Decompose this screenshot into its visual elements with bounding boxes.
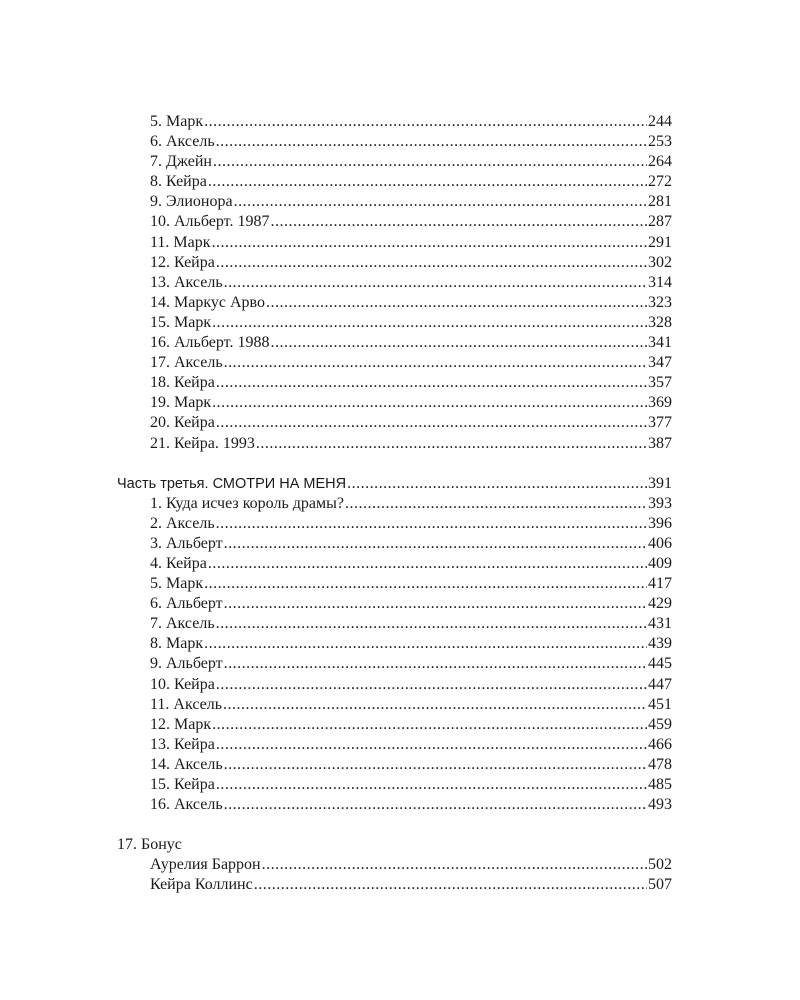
toc-entry-title: 10. Альберт. 1987 bbox=[150, 213, 270, 231]
toc-page-number: 347 bbox=[648, 354, 672, 372]
toc-page-number: 272 bbox=[648, 173, 672, 191]
toc-entry-title: 8. Марк bbox=[150, 635, 204, 653]
toc-dot-leader bbox=[212, 393, 647, 413]
toc-dot-leader bbox=[216, 614, 647, 634]
toc-dot-leader bbox=[216, 373, 647, 393]
toc-entry[interactable] bbox=[117, 594, 672, 614]
toc-page-number: 459 bbox=[648, 715, 672, 733]
toc-dot-leader bbox=[212, 233, 647, 253]
toc-entry-title: 10. Кейра bbox=[150, 675, 215, 693]
toc-entry-title: 15. Кейра bbox=[150, 776, 215, 793]
toc-dot-leader bbox=[216, 253, 647, 273]
section-spacer bbox=[117, 454, 672, 474]
toc-entry[interactable] bbox=[117, 373, 672, 393]
toc-entry-title: 14. Маркус Арво bbox=[150, 293, 265, 311]
toc-entry[interactable] bbox=[117, 875, 672, 895]
toc-page-number: 478 bbox=[648, 755, 672, 773]
toc-page-number: 409 bbox=[648, 554, 672, 572]
toc-entry-title: 19. Марк bbox=[150, 394, 212, 412]
toc-page-number: 244 bbox=[648, 113, 672, 130]
toc-entry-title: 5. Марк bbox=[150, 113, 204, 130]
toc-dot-leader bbox=[224, 594, 647, 614]
toc-dot-leader bbox=[204, 574, 647, 594]
toc-page-number: 302 bbox=[648, 253, 672, 271]
toc-part-three[interactable] bbox=[117, 474, 672, 494]
toc-entry[interactable] bbox=[117, 695, 672, 715]
toc-page-number: 429 bbox=[648, 595, 672, 613]
toc-entry[interactable] bbox=[117, 152, 672, 172]
toc-entry[interactable] bbox=[117, 233, 672, 253]
toc-dot-leader bbox=[212, 313, 647, 333]
toc-entry[interactable] bbox=[117, 333, 672, 353]
toc-section-a bbox=[117, 112, 672, 454]
toc-entry[interactable] bbox=[117, 413, 672, 433]
toc-dot-leader bbox=[216, 675, 647, 695]
toc-dot-leader bbox=[254, 875, 647, 895]
toc-entry-title: 12. Марк bbox=[150, 715, 212, 733]
toc-page-number: 387 bbox=[648, 434, 672, 452]
toc-entry-title: 3. Альберт bbox=[150, 534, 223, 552]
toc-page-number: 393 bbox=[648, 494, 672, 512]
toc-entry[interactable] bbox=[117, 212, 672, 232]
toc-dot-leader bbox=[204, 112, 647, 132]
toc-entry[interactable] bbox=[117, 614, 672, 634]
toc-dot-leader bbox=[224, 534, 647, 554]
toc-entry-title: 13. Аксель bbox=[150, 273, 223, 291]
toc-dot-leader bbox=[347, 474, 647, 494]
toc-dot-leader bbox=[224, 755, 647, 775]
toc-entry-title: 12. Кейра bbox=[150, 253, 215, 271]
toc-entry-title: Аурелия Баррон bbox=[150, 856, 261, 874]
toc-dot-leader bbox=[223, 695, 647, 715]
toc-entry[interactable] bbox=[117, 253, 672, 273]
toc-entry[interactable] bbox=[117, 112, 672, 132]
toc-dot-leader bbox=[345, 494, 647, 514]
toc-page-number: 417 bbox=[648, 575, 672, 593]
toc-dot-leader bbox=[224, 795, 647, 815]
toc-page-number: 323 bbox=[648, 293, 672, 311]
toc-entry-title: 2. Аксель bbox=[150, 514, 215, 532]
toc-entry-title: 9. Альберт bbox=[150, 655, 223, 673]
toc-page-number: 281 bbox=[648, 193, 672, 211]
toc-dot-leader bbox=[270, 212, 647, 232]
toc-entry[interactable] bbox=[117, 192, 672, 212]
toc-page-number: 377 bbox=[648, 414, 672, 432]
toc-entry-title: 5. Марк bbox=[150, 575, 204, 593]
toc-page-number: 431 bbox=[648, 615, 672, 633]
toc-page-number: 328 bbox=[648, 313, 672, 331]
toc-entry[interactable] bbox=[117, 574, 672, 594]
toc-page-number: 439 bbox=[648, 635, 672, 653]
toc-dot-leader bbox=[216, 735, 647, 755]
toc-page-number: 253 bbox=[648, 133, 672, 151]
toc-page-number: 314 bbox=[648, 273, 672, 291]
toc-entry-title: 18. Кейра bbox=[150, 374, 215, 392]
toc-entry[interactable] bbox=[117, 855, 672, 875]
toc-entry[interactable] bbox=[117, 313, 672, 333]
toc-entry[interactable] bbox=[117, 132, 672, 152]
toc-dot-leader bbox=[270, 333, 647, 353]
toc-dot-leader bbox=[224, 353, 647, 373]
toc-dot-leader bbox=[204, 634, 647, 654]
toc-dot-leader bbox=[213, 152, 647, 172]
toc-dot-leader bbox=[216, 514, 647, 534]
toc-entry[interactable] bbox=[117, 172, 672, 192]
toc-entry[interactable] bbox=[117, 494, 672, 514]
toc-entry[interactable] bbox=[117, 293, 672, 313]
toc-entry[interactable] bbox=[117, 675, 672, 695]
toc-entry[interactable] bbox=[117, 654, 672, 674]
toc-page-number: 396 bbox=[648, 514, 672, 532]
toc-page-number: 369 bbox=[648, 394, 672, 412]
toc-entry[interactable] bbox=[117, 554, 672, 574]
toc-page-number: 451 bbox=[648, 695, 672, 713]
toc-section-bonus bbox=[117, 855, 672, 895]
toc-entry-title: 16. Альберт. 1988 bbox=[150, 334, 270, 352]
toc-entry-title: 9. Элионора bbox=[150, 193, 233, 211]
toc-entry-title: 8. Кейра bbox=[150, 173, 207, 191]
toc-page-number: 466 bbox=[648, 735, 672, 753]
toc-dot-leader bbox=[224, 654, 647, 674]
toc-part-title: Часть третья. СМОТРИ НА МЕНЯ bbox=[117, 475, 347, 492]
toc-entry[interactable] bbox=[117, 795, 672, 815]
toc-entry-title: 6. Альберт bbox=[150, 595, 223, 613]
toc-page-number: 391 bbox=[648, 474, 672, 492]
toc-entry-title: 20. Кейра bbox=[150, 414, 215, 432]
toc-dot-leader bbox=[208, 172, 647, 192]
toc-page-number: 291 bbox=[648, 233, 672, 251]
toc-page-number: 445 bbox=[648, 655, 672, 673]
toc-entry-title: 7. Аксель bbox=[150, 615, 215, 633]
toc-entry-title: 7. Джейн bbox=[150, 153, 212, 171]
toc-entry[interactable] bbox=[117, 775, 672, 795]
toc-entry[interactable] bbox=[117, 755, 672, 775]
toc-page-number: 287 bbox=[648, 213, 672, 231]
toc-bonus-heading: 17. Бонус bbox=[117, 836, 182, 854]
toc-dot-leader bbox=[256, 434, 647, 454]
toc-dot-leader bbox=[266, 293, 647, 313]
toc-entry[interactable] bbox=[117, 514, 672, 534]
toc-entry-title: 6. Аксель bbox=[150, 133, 215, 151]
toc-entry-title: 11. Аксель bbox=[150, 695, 223, 713]
toc-entry-title: 21. Кейра. 1993 bbox=[150, 434, 255, 452]
toc-entry-title: 13. Кейра bbox=[150, 735, 215, 753]
toc-dot-leader bbox=[216, 775, 647, 795]
toc-entry[interactable] bbox=[117, 353, 672, 373]
toc-page-number: 485 bbox=[648, 776, 672, 793]
toc-dot-leader bbox=[216, 132, 647, 152]
toc-entry-title: Кейра Коллинс bbox=[150, 876, 253, 894]
toc-page-number: 447 bbox=[648, 675, 672, 693]
toc-entry[interactable] bbox=[117, 735, 672, 755]
toc-entry[interactable] bbox=[117, 634, 672, 654]
toc-entry[interactable] bbox=[117, 434, 672, 454]
toc-page-number: 502 bbox=[648, 856, 672, 874]
toc-entry-title: 4. Кейра bbox=[150, 554, 207, 572]
toc-entry-title: 1. Куда исчез король драмы? bbox=[150, 494, 344, 512]
toc-entry[interactable] bbox=[117, 273, 672, 293]
toc-entry[interactable] bbox=[117, 715, 672, 735]
toc-dot-leader bbox=[224, 273, 647, 293]
toc-section-b bbox=[117, 494, 672, 816]
toc-entry-title: 11. Марк bbox=[150, 233, 211, 251]
toc-entry-title: 17. Аксель bbox=[150, 354, 223, 372]
toc-page-number: 357 bbox=[648, 374, 672, 392]
toc-entry[interactable] bbox=[117, 393, 672, 413]
toc-page-number: 264 bbox=[648, 153, 672, 171]
table-of-contents bbox=[117, 112, 672, 895]
toc-entry-title: 15. Марк bbox=[150, 313, 212, 331]
toc-dot-leader bbox=[234, 192, 647, 212]
toc-dot-leader bbox=[262, 855, 647, 875]
toc-entry-title: 14. Аксель bbox=[150, 755, 223, 773]
toc-page-number: 341 bbox=[648, 334, 672, 352]
toc-page-number: 507 bbox=[648, 876, 672, 894]
section-spacer bbox=[117, 815, 672, 835]
toc-dot-leader bbox=[208, 554, 647, 574]
toc-dot-leader bbox=[216, 413, 647, 433]
toc-dot-leader bbox=[212, 715, 647, 735]
toc-page-number: 493 bbox=[648, 796, 672, 814]
toc-entry-title: 16. Аксель bbox=[150, 796, 223, 814]
toc-entry[interactable] bbox=[117, 534, 672, 554]
toc-page-number: 406 bbox=[648, 534, 672, 552]
